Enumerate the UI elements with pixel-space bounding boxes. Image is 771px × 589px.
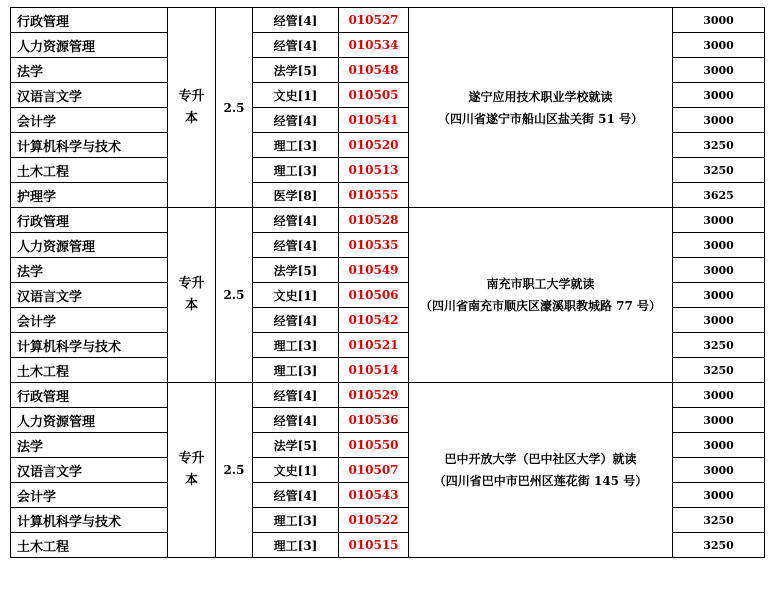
fee-cell: 3250 — [673, 358, 765, 383]
fee-cell: 3000 — [673, 8, 765, 33]
level-line-2: 本 — [184, 298, 198, 313]
major-cell: 土木工程 — [11, 533, 168, 558]
code-cell: 010536 — [339, 408, 409, 433]
level-cell — [168, 208, 216, 383]
code-cell: 010549 — [339, 258, 409, 283]
years-cell: 2.5 — [216, 8, 253, 208]
major-cell: 汉语言文学 — [11, 83, 168, 108]
code-cell: 010507 — [339, 458, 409, 483]
years-cell: 2.5 — [216, 208, 253, 383]
code-cell: 010528 — [339, 208, 409, 233]
category-cell: 理工[3] — [253, 333, 339, 358]
fee-cell: 3250 — [673, 333, 765, 358]
location-name: 巴中开放大学（巴中社区大学）就读 — [444, 452, 637, 466]
fee-cell: 3000 — [673, 483, 765, 508]
major-cell: 行政管理 — [11, 208, 168, 233]
category-cell: 经管[4] — [253, 308, 339, 333]
code-cell: 010529 — [339, 383, 409, 408]
major-cell: 人力资源管理 — [11, 33, 168, 58]
code-cell: 010520 — [339, 133, 409, 158]
code-cell: 010555 — [339, 183, 409, 208]
major-cell: 护理学 — [11, 183, 168, 208]
category-cell: 经管[4] — [253, 8, 339, 33]
major-cell: 行政管理 — [11, 8, 168, 33]
major-cell: 汉语言文学 — [11, 283, 168, 308]
code-cell: 010506 — [339, 283, 409, 308]
years-cell: 2.5 — [216, 383, 253, 558]
category-cell: 经管[4] — [253, 233, 339, 258]
category-cell: 文史[1] — [253, 283, 339, 308]
category-cell: 文史[1] — [253, 83, 339, 108]
category-cell: 经管[4] — [253, 408, 339, 433]
fee-cell: 3000 — [673, 233, 765, 258]
location-name: 遂宁应用技术职业学校就读 — [468, 89, 613, 104]
code-cell: 010513 — [339, 158, 409, 183]
table-row — [11, 208, 765, 233]
code-cell: 010543 — [339, 483, 409, 508]
code-cell: 010527 — [339, 8, 409, 33]
fee-cell: 3000 — [673, 58, 765, 83]
fee-cell: 3000 — [673, 208, 765, 233]
major-cell: 人力资源管理 — [11, 233, 168, 258]
code-cell: 010521 — [339, 333, 409, 358]
fee-cell: 3000 — [673, 33, 765, 58]
major-cell: 会计学 — [11, 483, 168, 508]
level-cell — [168, 8, 216, 208]
location-cell — [409, 208, 673, 383]
category-cell: 医学[8] — [253, 183, 339, 208]
major-cell: 会计学 — [11, 108, 168, 133]
level-line-2: 本 — [184, 473, 198, 488]
category-cell: 理工[3] — [253, 533, 339, 558]
level-line-1: 专升 — [178, 276, 205, 291]
major-cell: 计算机科学与技术 — [11, 133, 168, 158]
category-cell: 法学[5] — [253, 433, 339, 458]
category-cell: 经管[4] — [253, 483, 339, 508]
category-cell: 经管[4] — [253, 108, 339, 133]
code-cell: 010522 — [339, 508, 409, 533]
code-cell: 010541 — [339, 108, 409, 133]
category-cell: 经管[4] — [253, 383, 339, 408]
major-cell: 会计学 — [11, 308, 168, 333]
category-cell: 理工[3] — [253, 358, 339, 383]
code-cell: 010548 — [339, 58, 409, 83]
code-cell: 010550 — [339, 433, 409, 458]
category-cell: 文史[1] — [253, 458, 339, 483]
fee-cell: 3000 — [673, 108, 765, 133]
location-cell — [409, 383, 673, 558]
fee-cell: 3250 — [673, 133, 765, 158]
fee-cell: 3250 — [673, 533, 765, 558]
fee-cell: 3000 — [673, 283, 765, 308]
category-cell: 理工[3] — [253, 133, 339, 158]
level-cell — [168, 383, 216, 558]
fee-cell: 3000 — [673, 408, 765, 433]
category-cell: 经管[4] — [253, 208, 339, 233]
location-address: （四川省巴中市巴州区莲花街 145 号） — [433, 474, 648, 488]
location-address: （四川省南充市顺庆区濠溪职教城路 77 号） — [419, 299, 662, 313]
table-body — [11, 8, 765, 558]
major-cell: 计算机科学与技术 — [11, 333, 168, 358]
code-cell: 010505 — [339, 83, 409, 108]
fee-cell: 3000 — [673, 83, 765, 108]
category-cell: 法学[5] — [253, 58, 339, 83]
fee-cell: 3000 — [673, 308, 765, 333]
major-cell: 人力资源管理 — [11, 408, 168, 433]
category-cell: 法学[5] — [253, 258, 339, 283]
major-cell: 行政管理 — [11, 383, 168, 408]
level-line-1: 专升 — [178, 88, 205, 104]
fee-cell: 3000 — [673, 458, 765, 483]
fee-cell: 3625 — [673, 183, 765, 208]
table-row — [11, 383, 765, 408]
category-cell: 理工[3] — [253, 508, 339, 533]
category-cell: 理工[3] — [253, 158, 339, 183]
level-line-1: 专升 — [178, 451, 205, 466]
major-cell: 法学 — [11, 433, 168, 458]
location-cell — [409, 8, 673, 208]
major-cell: 土木工程 — [11, 158, 168, 183]
major-cell: 土木工程 — [11, 358, 168, 383]
major-cell: 法学 — [11, 58, 168, 83]
location-name: 南充市职工大学就读 — [486, 277, 595, 291]
fee-cell: 3000 — [673, 433, 765, 458]
code-cell: 010535 — [339, 233, 409, 258]
code-cell: 010514 — [339, 358, 409, 383]
fee-cell: 3000 — [673, 258, 765, 283]
major-cell: 计算机科学与技术 — [11, 508, 168, 533]
major-cell: 汉语言文学 — [11, 458, 168, 483]
fee-cell: 3000 — [673, 383, 765, 408]
level-line-2: 本 — [184, 110, 198, 126]
code-cell: 010542 — [339, 308, 409, 333]
category-cell: 经管[4] — [253, 33, 339, 58]
fee-cell: 3250 — [673, 158, 765, 183]
major-cell: 法学 — [11, 258, 168, 283]
table-row — [11, 8, 765, 33]
fee-cell: 3250 — [673, 508, 765, 533]
enrollment-table — [10, 7, 765, 558]
location-address: （四川省遂宁市船山区盐关街 51 号） — [437, 111, 644, 126]
code-cell: 010515 — [339, 533, 409, 558]
code-cell: 010534 — [339, 33, 409, 58]
